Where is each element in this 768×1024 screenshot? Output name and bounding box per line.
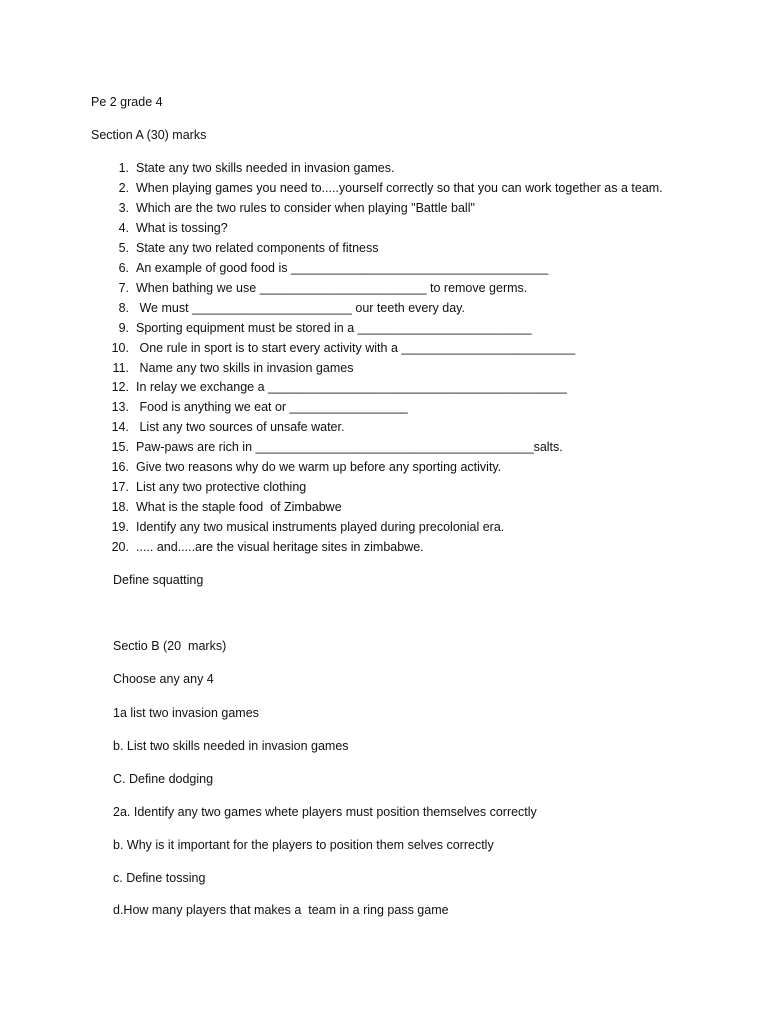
section-b-item: d.How many players that makes a team in a ring pass game [113,903,449,918]
section-b-item: c. Define tossing [113,870,206,885]
question-number: 2. [118,180,129,195]
question-text: Sporting equipment must be stored in a _________________________ [136,320,532,335]
section-b-instruction: Choose any any 4 [113,672,214,686]
section-a-heading: Section A (30) marks [91,128,207,142]
section-b-item: b. Why is it important for the players to position them selves correctly [113,837,494,852]
question-number: 14. [111,420,129,435]
question-number: 6. [118,260,129,275]
question-text: Food is anything we eat or _________________ [136,400,408,415]
question-text: When bathing we use ________________________ to remove germs. [136,280,528,295]
question-number: 13. [111,400,129,415]
section-b-item: 2a. Identify any two games whete players must position themselves correctly [113,804,537,819]
question-number: 7. [118,280,129,295]
section-b-heading: Sectio B (20 marks) [113,639,227,653]
question-number: 9. [118,320,129,335]
question-text: Name any two skills in invasion games [136,360,354,375]
define-squatting-line: Define squatting [113,573,204,587]
question-text: Identify any two musical instruments played during precolonial era. [136,520,505,535]
section-b-item: b. List two skills needed in invasion games [113,738,349,753]
question-number: 20. [111,540,129,555]
question-number: 15. [111,440,129,455]
section-b-item: C. Define dodging [113,771,214,786]
question-text: Give two reasons why do we warm up before any sporting activity. [136,460,502,475]
question-number: 17. [111,480,129,495]
question-number: 5. [118,240,129,255]
question-number: 8. [118,300,129,315]
question-number: 12. [111,380,129,395]
question-number: 3. [118,200,129,215]
question-number: 16. [111,460,129,475]
question-number: 19. [111,520,129,535]
question-text: State any two skills needed in invasion games. [136,161,395,175]
question-text: What is the staple food of Zimbabwe [136,500,342,515]
question-text: Which are the two rules to consider when playing "Battle ball" [136,200,475,215]
question-text: What is tossing? [136,220,228,235]
question-number: 4. [118,220,129,235]
question-text: State any two related components of fitness [136,240,379,255]
question-number: 1. [118,161,129,175]
question-text: List any two protective clothing [136,480,307,495]
question-text: In relay we exchange a ___________________________________________ [136,380,567,395]
question-text: One rule in sport is to start every activity with a _________________________ [136,340,576,355]
question-text: ..... and.....are the visual heritage sites in zimbabwe. [136,540,424,555]
question-text: List any two sources of unsafe water. [136,420,345,435]
question-text: An example of good food is _____________________________________ [136,260,549,275]
question-number: 10. [111,340,129,355]
question-text: Paw-paws are rich in ________________________________________salts. [136,440,563,455]
question-text: We must _______________________ our teeth every day. [136,300,465,315]
question-number: 18. [111,500,129,515]
question-number: 11. [112,360,129,375]
question-text: When playing games you need to.....yourself correctly so that you can work together as a team. [136,180,663,195]
document-title: Pe 2 grade 4 [91,95,163,109]
section-b-item: 1a list two invasion games [113,706,259,720]
